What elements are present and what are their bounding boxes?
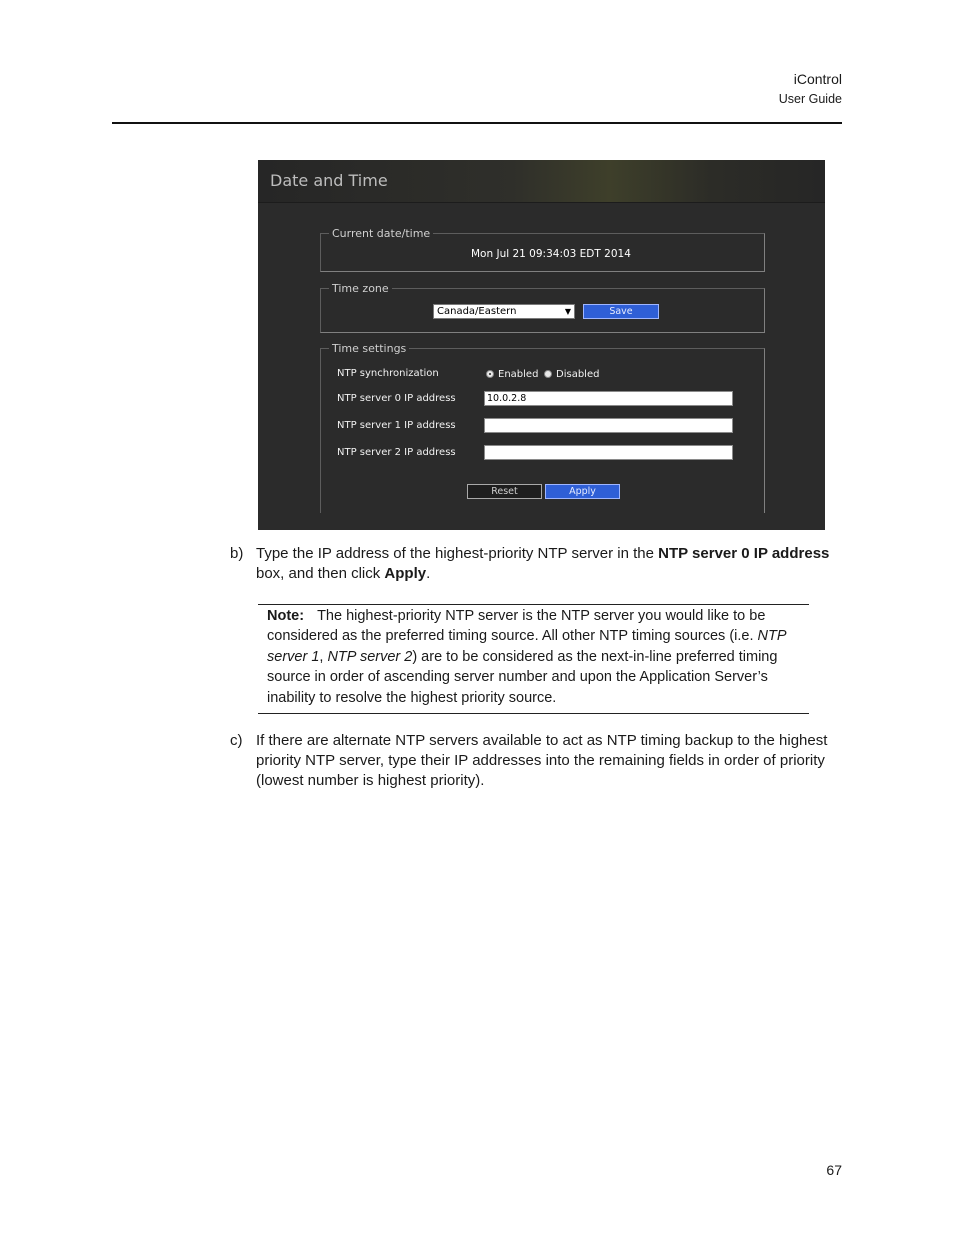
ntp-server-0-input[interactable]: 10.0.2.8 — [484, 391, 733, 406]
header-document: User Guide — [778, 92, 842, 106]
note-label: Note: — [267, 608, 305, 624]
save-button[interactable]: Save — [583, 304, 659, 319]
ntp-enabled-label: Enabled — [498, 369, 539, 380]
page-number: 67 — [826, 1162, 842, 1178]
time-settings-legend: Time settings — [332, 342, 407, 355]
note-ntp-server-1: NTP server 1 — [267, 628, 787, 665]
ntp-server-1-input[interactable] — [484, 418, 733, 433]
time-zone-legend: Time zone — [332, 282, 389, 295]
note-top-rule — [258, 604, 809, 605]
time-zone-select[interactable] — [433, 304, 575, 319]
ntp-server-2-input[interactable] — [484, 445, 733, 460]
current-datetime-value: Mon Jul 21 09:34:03 EDT 2014 — [471, 248, 631, 260]
step-b-text-2: box, and then click — [256, 565, 385, 582]
panel-title: Date and Time — [270, 171, 388, 190]
step-c-marker: c) — [230, 732, 243, 749]
date-time-screenshot — [258, 160, 825, 530]
note-ntp-server-2: NTP server 2 — [327, 648, 413, 665]
note-text-2: , — [319, 648, 328, 665]
time-zone-selected: Canada/Eastern — [437, 306, 517, 317]
step-b-marker: b) — [230, 545, 244, 562]
step-b-button-name: Apply — [384, 565, 427, 582]
step-b-text — [256, 544, 845, 584]
step-b-text-1: Type the IP address of the highest-priority NTP server in the — [256, 545, 659, 562]
note-box — [267, 606, 812, 708]
ntp-disabled-radio[interactable] — [544, 370, 552, 378]
apply-button[interactable]: Apply — [545, 484, 620, 499]
ntp-server-1-label: NTP server 1 IP address — [337, 420, 456, 431]
note-text-1: The highest-priority NTP server is the NTP server you would like to be considered as the preferred timing source. All other NTP timing sources (i.e. — [267, 608, 766, 645]
step-b-text-3: . — [426, 565, 431, 582]
header-product: iControl — [793, 71, 842, 87]
header-rule — [112, 122, 842, 124]
step-c-text: If there are alternate NTP servers available to act as NTP timing backup to the highest priority NTP server, type their IP addresses into the remaining fields in order of priority (lowest number is highest priority). — [256, 732, 828, 789]
dropdown-arrow-icon: ▼ — [564, 307, 571, 316]
ntp-sync-label: NTP synchronization — [337, 368, 439, 379]
ntp-enabled-radio[interactable] — [486, 370, 494, 378]
ntp-disabled-label: Disabled — [556, 369, 600, 380]
panel-title-bar — [258, 160, 825, 203]
reset-button[interactable]: Reset — [467, 484, 542, 499]
note-bottom-rule — [258, 713, 809, 714]
ntp-server-0-label: NTP server 0 IP address — [337, 393, 456, 404]
current-datetime-legend: Current date/time — [332, 227, 431, 240]
note-text-3: ) are to be considered as the next-in-line preferred timing source in order of ascending server number and upon the Application Server’s inability to resolve the highest priority source. — [267, 648, 778, 706]
step-b-field-name: NTP server 0 IP address — [658, 545, 830, 562]
ntp-server-2-label: NTP server 2 IP address — [337, 447, 456, 458]
